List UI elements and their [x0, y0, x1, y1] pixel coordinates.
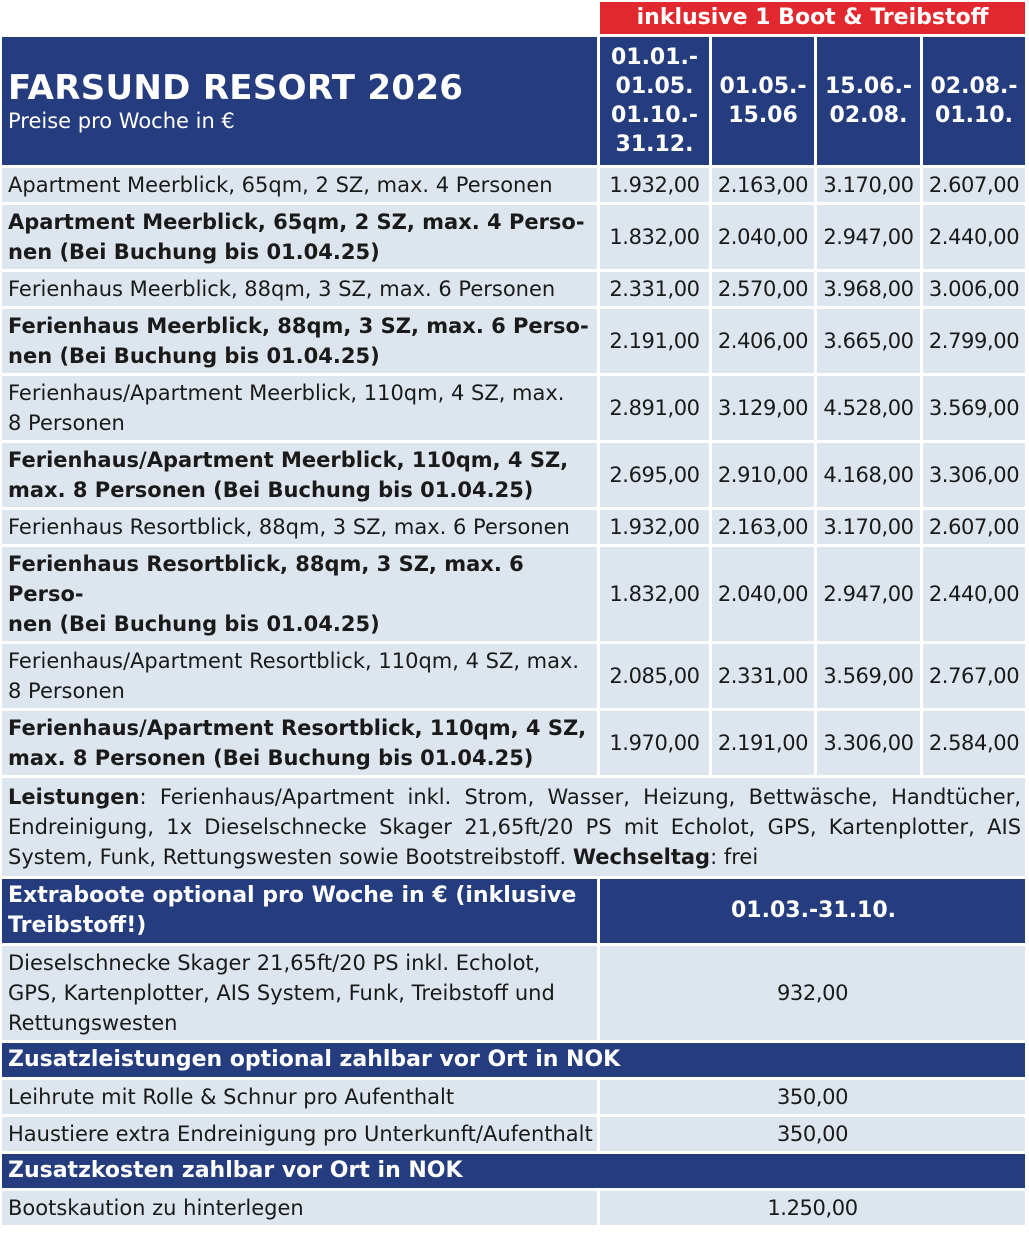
price-row: [2, 711, 1025, 775]
promo-row: [2, 2, 1025, 34]
optional-service-description: Haustiere extra Endreinigung pro Unterkunft/Aufenthalt: [2, 1117, 597, 1151]
accommodation-description: Apartment Meerblick, 65qm, 2 SZ, max. 4 Perso- nen (Bei Buchung bis 01.04.25): [2, 205, 597, 269]
price-cell: 2.040,00: [712, 547, 814, 641]
price-cell: 2.947,00: [817, 205, 920, 269]
additional-costs-heading: Zusatzkosten zahlbar vor Ort in NOK: [2, 1154, 1025, 1188]
price-cell: 1.970,00: [600, 711, 709, 775]
accommodation-description: Ferienhaus/Apartment Resortblick, 110qm, 4 SZ, max. 8 Personen (Bei Buchung bis 01.04.25): [2, 711, 597, 775]
accommodation-description: Ferienhaus/Apartment Resortblick, 110qm, 4 SZ, max. 8 Personen: [2, 644, 597, 708]
price-cell: 1.932,00: [600, 510, 709, 544]
price-cell: 2.584,00: [923, 711, 1025, 775]
price-cell: 3.968,00: [817, 272, 920, 306]
services-text: Leistungen: Ferienhaus/Apartment inkl. Strom, Wasser, Heizung, Bettwäsche, Handtücher, Endreinigung, 1x Dieselschnecke Skager 21,65ft/20 PS mit Echolot, GPS, Kartenplotter, AIS System, Funk, Rettungswesten sowie Bootstreibstoff. Wechseltag: frei: [2, 778, 1025, 876]
blank-cell: [2, 2, 597, 34]
extra-boats-period: 01.03.-31.10.: [600, 879, 1025, 943]
accommodation-description: Ferienhaus/Apartment Meerblick, 110qm, 4 SZ, max. 8 Personen (Bei Buchung bis 01.04.25): [2, 443, 597, 507]
optional-service-row: [2, 1117, 1025, 1151]
price-cell: 1.832,00: [600, 547, 709, 641]
price-row: [2, 168, 1025, 202]
additional-costs-header-row: [2, 1154, 1025, 1188]
accommodation-description: Apartment Meerblick, 65qm, 2 SZ, max. 4 Personen: [2, 168, 597, 202]
page-subtitle: Preise pro Woche in €: [8, 109, 235, 133]
price-cell: 3.170,00: [817, 510, 920, 544]
optional-service-price: 350,00: [600, 1080, 1025, 1114]
period-header-row: [2, 37, 1025, 165]
optional-services-heading: Zusatzleistungen optional zahlbar vor Ort in NOK: [2, 1043, 1025, 1077]
price-cell: 3.306,00: [817, 711, 920, 775]
accommodation-description: Ferienhaus/Apartment Meerblick, 110qm, 4 SZ, max. 8 Personen: [2, 376, 597, 440]
price-cell: 2.799,00: [923, 309, 1025, 373]
optional-services-header-row: [2, 1043, 1025, 1077]
period-header-3: 15.06.- 02.08.: [817, 37, 920, 165]
period-header-4: 02.08.- 01.10.: [923, 37, 1025, 165]
price-cell: 2.191,00: [712, 711, 814, 775]
price-row: [2, 376, 1025, 440]
accommodation-description: Ferienhaus Meerblick, 88qm, 3 SZ, max. 6 Perso- nen (Bei Buchung bis 01.04.25): [2, 309, 597, 373]
price-cell: 3.569,00: [817, 644, 920, 708]
price-cell: 2.440,00: [923, 205, 1025, 269]
price-cell: 2.440,00: [923, 547, 1025, 641]
optional-service-row: [2, 1080, 1025, 1114]
price-row: [2, 547, 1025, 641]
price-cell: 2.163,00: [712, 168, 814, 202]
price-cell: 2.040,00: [712, 205, 814, 269]
services-row: [2, 778, 1025, 876]
price-cell: 4.528,00: [817, 376, 920, 440]
price-cell: 3.129,00: [712, 376, 814, 440]
price-row: [2, 510, 1025, 544]
price-row: [2, 309, 1025, 373]
price-cell: 2.570,00: [712, 272, 814, 306]
price-cell: 2.767,00: [923, 644, 1025, 708]
price-cell: 3.306,00: [923, 443, 1025, 507]
extra-boats-row: [2, 946, 1025, 1040]
price-cell: 1.932,00: [600, 168, 709, 202]
price-cell: 2.891,00: [600, 376, 709, 440]
promo-banner: inklusive 1 Boot & Treibstoff: [600, 2, 1025, 34]
title-block: [2, 37, 597, 165]
price-cell: 1.832,00: [600, 205, 709, 269]
accommodation-description: Ferienhaus Meerblick, 88qm, 3 SZ, max. 6 Personen: [2, 272, 597, 306]
price-row: [2, 205, 1025, 269]
extra-boat-price: 932,00: [600, 946, 1025, 1040]
price-cell: 4.168,00: [817, 443, 920, 507]
price-cell: 2.331,00: [712, 644, 814, 708]
price-cell: 3.569,00: [923, 376, 1025, 440]
price-cell: 3.170,00: [817, 168, 920, 202]
page-title: FARSUND RESORT 2026: [8, 68, 464, 108]
optional-service-description: Leihrute mit Rolle & Schnur pro Aufenthalt: [2, 1080, 597, 1114]
optional-service-price: 350,00: [600, 1117, 1025, 1151]
price-cell: 2.163,00: [712, 510, 814, 544]
price-cell: 2.947,00: [817, 547, 920, 641]
price-row: [2, 644, 1025, 708]
price-row: [2, 443, 1025, 507]
period-header-2: 01.05.- 15.06: [712, 37, 814, 165]
price-cell: 2.191,00: [600, 309, 709, 373]
price-cell: 2.910,00: [712, 443, 814, 507]
extra-boat-description: Dieselschnecke Skager 21,65ft/20 PS inkl. Echolot, GPS, Kartenplotter, AIS System, Funk, Treibstoff und Rettungswesten: [2, 946, 597, 1040]
extra-boats-header-row: [2, 879, 1025, 943]
price-cell: 2.331,00: [600, 272, 709, 306]
additional-cost-row: [2, 1191, 1025, 1225]
price-cell: 2.607,00: [923, 168, 1025, 202]
period-header-1: 01.01.- 01.05. 01.10.- 31.12.: [600, 37, 709, 165]
additional-cost-description: Bootskaution zu hinterlegen: [2, 1191, 597, 1225]
price-cell: 3.665,00: [817, 309, 920, 373]
price-cell: 2.695,00: [600, 443, 709, 507]
extra-boats-heading: Extraboote optional pro Woche in € (inklusive Treibstoff!): [2, 879, 597, 943]
price-cell: 2.406,00: [712, 309, 814, 373]
price-row: [2, 272, 1025, 306]
price-cell: 3.006,00: [923, 272, 1025, 306]
accommodation-description: Ferienhaus Resortblick, 88qm, 3 SZ, max. 6 Perso- nen (Bei Buchung bis 01.04.25): [2, 547, 597, 641]
accommodation-description: Ferienhaus Resortblick, 88qm, 3 SZ, max. 6 Personen: [2, 510, 597, 544]
price-cell: 2.607,00: [923, 510, 1025, 544]
additional-cost-price: 1.250,00: [600, 1191, 1025, 1225]
price-cell: 2.085,00: [600, 644, 709, 708]
